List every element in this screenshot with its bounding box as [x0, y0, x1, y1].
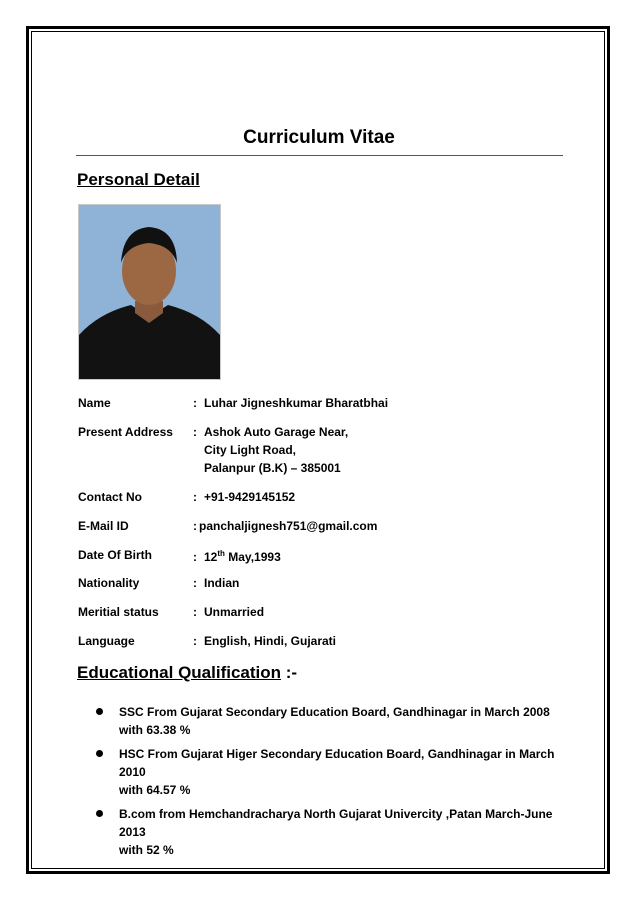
document-title: Curriculum Vitae — [243, 127, 395, 148]
address-line-3: Palanpur (B.K) – 385001 — [204, 461, 341, 475]
education-item-line-1: B.com from Hemchandracharya North Gujarat Univercity ,Patan March-June 2013 — [119, 807, 553, 839]
email-text: panchaljignesh751@gmail.com — [199, 519, 378, 533]
nationality-label: Nationality — [78, 576, 140, 590]
address-label: Present Address — [78, 425, 173, 439]
nationality-text: Indian — [204, 576, 240, 590]
email-label: E-Mail ID — [78, 519, 129, 533]
marital-status-text: Unmarried — [204, 605, 265, 619]
marital-status-value: : Unmarried — [193, 605, 265, 619]
personal-detail-heading — [77, 170, 200, 190]
education-item-hsc — [96, 745, 576, 799]
education-item-ssc — [96, 703, 576, 739]
profile-photo — [78, 204, 221, 380]
contact-text: +91-9429145152 — [204, 490, 296, 504]
dob-day: 12 — [204, 550, 218, 564]
address-line-1: Ashok Auto Garage Near, — [204, 425, 349, 439]
education-heading — [77, 663, 297, 683]
email-value: : panchaljignesh751@gmail.com — [193, 519, 378, 533]
education-item-line-2: with 64.57 % — [119, 783, 191, 797]
name-value: : Luhar Jigneshkumar Bharatbhai — [193, 396, 389, 410]
education-item-line-1: SSC From Gujarat Secondary Education Board, Gandhinagar in March 2008 — [119, 705, 550, 719]
bullet-icon — [96, 810, 103, 817]
education-item-bcom — [96, 805, 576, 859]
dob-suffix: th — [217, 549, 225, 558]
education-heading-text: Educational Qualification — [77, 663, 282, 682]
education-list — [96, 703, 576, 865]
contact-label: Contact No — [78, 490, 142, 504]
name-text: Luhar Jigneshkumar Bharatbhai — [204, 396, 389, 410]
language-label: Language — [78, 634, 135, 648]
marital-status-label: Meritial status — [78, 605, 159, 619]
name-label: Name — [78, 396, 111, 410]
education-item-line-2: with 52 % — [119, 843, 174, 857]
language-value: : English, Hindi, Gujarati — [193, 634, 337, 648]
personal-detail-heading-text: Personal Detail — [77, 170, 200, 189]
dob-value: : 12th May,1993 — [193, 549, 281, 564]
education-heading-suffix: :- — [281, 663, 298, 682]
language-text: English, Hindi, Gujarati — [204, 634, 337, 648]
address-line-2: City Light Road, — [204, 443, 296, 457]
nationality-value: : Indian — [193, 576, 240, 590]
education-item-line-2: with 63.38 % — [119, 723, 191, 737]
dob-rest: May,1993 — [224, 550, 281, 564]
education-item-line-1: HSC From Gujarat Higer Secondary Education Board, Gandhinagar in March 2010 — [119, 747, 555, 779]
bullet-icon — [96, 708, 103, 715]
title-divider — [76, 155, 563, 156]
dob-label: Date Of Birth — [78, 548, 153, 562]
address-value: : Ashok Auto Garage Near, City Light Road, Palanpur (B.K) – 385001 — [193, 425, 349, 475]
bullet-icon — [96, 750, 103, 757]
contact-value: : +91-9429145152 — [193, 490, 296, 504]
